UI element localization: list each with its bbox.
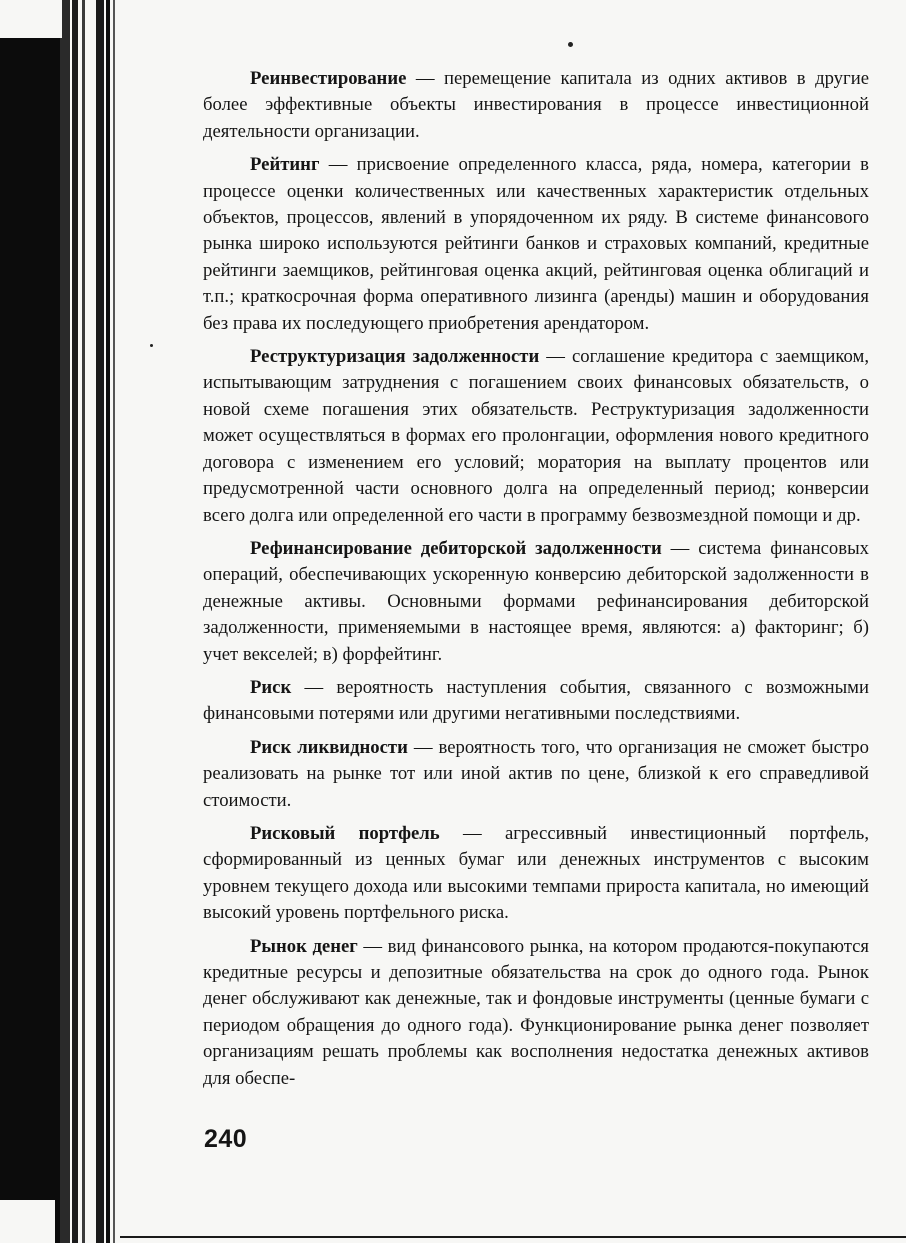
book-spine-shadow — [0, 0, 120, 1243]
page-bottom-edge — [120, 1236, 906, 1238]
entry-definition: — перемещение капитала из одних активов в другие более эффективные объекты инвестирования в процессе инвестиционной деятельности организации. — [203, 68, 869, 142]
glossary-entry — [203, 735, 869, 814]
scan-mark-top — [568, 42, 573, 47]
entry-definition: — соглашение кредитора с заемщиком, испытывающим затруднения с погашением своих финансовых обязательств, о новой схеме погашения этих обязательств. Реструктуризация задолженности может осуществляться в формах его пролонгации, оформления нового кредитного договора с изменением его условий; моратория на выплату процентов или предусмотренной части основного долга на определенный период; конверсии всего долга или определенной его части в программу безвозмездной помощи и др. — [203, 346, 869, 526]
entry-term: Реинвестирование — [250, 68, 407, 89]
entry-definition: — присвоение определенного класса, ряда, номера, категории в процессе оценки количественных или качественных характеристик отдельных объектов, процессов, явлений в упорядоченном их ряду. В системе финансового рынка широко используются рейтинги банков и страховых компаний, кредитные рейтинги заемщиков, рейтинговая оценка акций, рейтинговая оценка облигаций и т.п.; краткосрочная форма оперативного лизинга (аренды) машин и оборудования без права их последующего приобретения арендатором. — [203, 154, 869, 334]
glossary-entry — [203, 821, 869, 927]
entry-term: Риск ликвидности — [250, 736, 408, 758]
glossary-text — [203, 66, 869, 1099]
entry-term: Риск — [250, 676, 292, 698]
page-number: 240 — [204, 1125, 248, 1153]
entry-definition: — вероятность того, что организация не сможет быстро реализовать на рынке тот или иной актив по цене, близкой к его справедливой стоимости. — [203, 736, 869, 811]
entry-definition: — вид финансового рынка, на котором продаются-покупаются кредитные ресурсы и депозитные обязательства на срок до одного года. Рынок денег обслуживают как денежные, так и фондовые инструменты (ценные бумаги с периодом обращения до одного года). Функционирование рынка денег позволяет организациям решать проблемы как восполнения недостатка денежных активов для обеспе- — [203, 935, 869, 1089]
entry-term: Рефинансирование дебиторской задолженности — [250, 537, 662, 559]
entry-definition: — вероятность наступления события, связанного с возможными финансовыми потерями или другими негативными последствиями. — [203, 676, 869, 725]
glossary-entry — [203, 66, 869, 145]
glossary-entry — [203, 675, 869, 728]
entry-definition: — система финансовых операций, обеспечивающих ускоренную конверсию дебиторской задолженности в денежные активы. Основными формами рефинансирования дебиторской задолженности, применяемыми в настоящее время, являются: а) факторинг; б) учет векселей; в) форфейтинг. — [203, 537, 869, 665]
entry-term: Рейтинг — [250, 154, 320, 176]
glossary-entry — [203, 536, 869, 668]
entry-term: Реструктуризация задолженности — [250, 346, 540, 368]
entry-term: Рисковый портфель — [250, 822, 440, 844]
scan-mark-margin — [150, 344, 153, 347]
entry-definition: — агрессивный инвестиционный портфель, сформированный из ценных бумаг или денежных инструментов с высоким уровнем текущего дохода или высокими темпами прироста капитала, но имеющий высокий уровень портфельного риска. — [203, 822, 870, 924]
glossary-entry — [203, 152, 869, 337]
entry-term: Рынок денег — [250, 935, 358, 957]
glossary-entry — [203, 934, 869, 1092]
glossary-entry — [203, 344, 869, 529]
